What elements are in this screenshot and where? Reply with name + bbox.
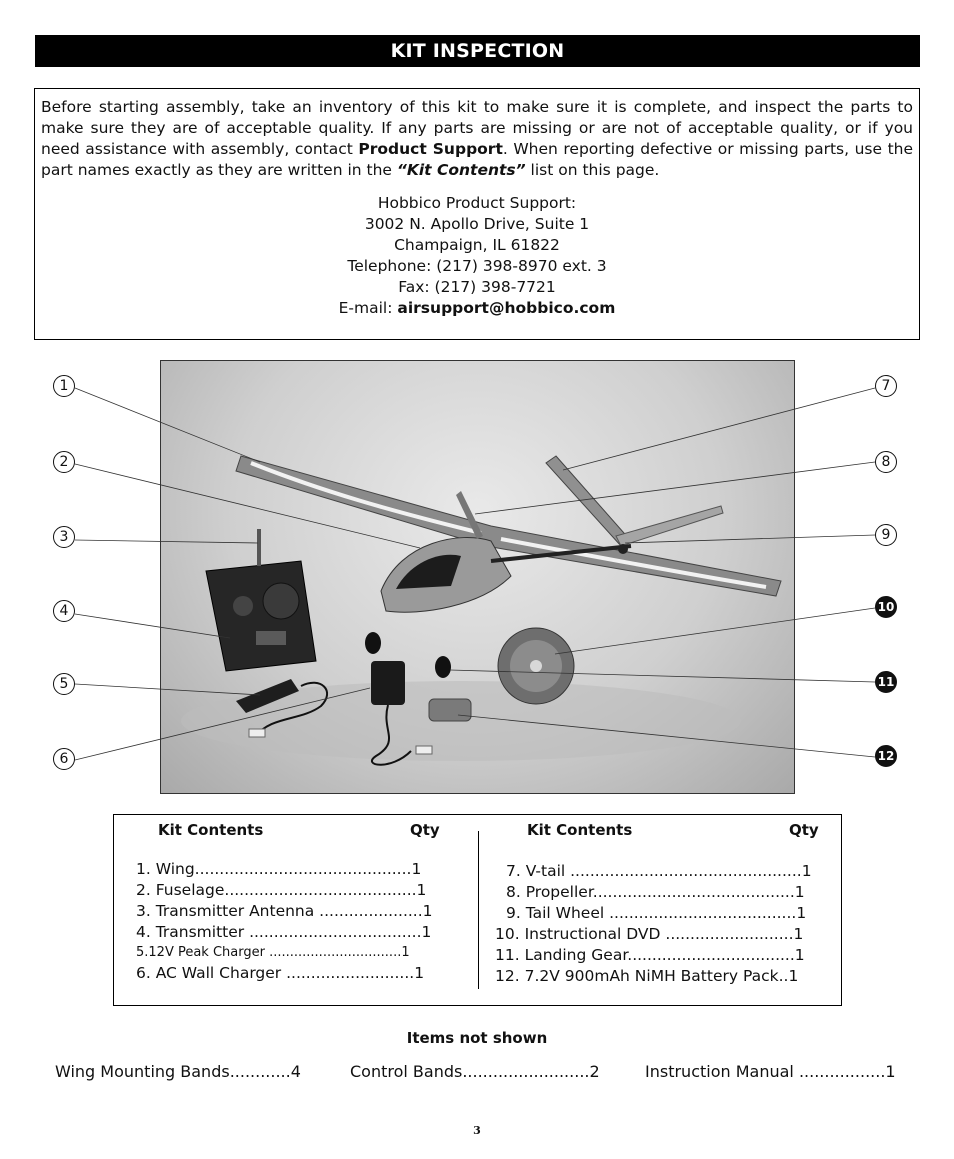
intro-text: . When reporting defective or missing parts, use the part names exactly as they are written in the [41, 140, 914, 179]
items-not-shown-title: Items not shown [406, 1029, 548, 1047]
callout-6: 6 [53, 748, 75, 770]
page-number: 3 [473, 1124, 481, 1137]
kit-contents-table [113, 814, 842, 1006]
kit-item: 3. Transmitter Antenna .....................1 [136, 902, 433, 920]
kit-item: 7. V-tail ...............................................1 [506, 862, 812, 880]
intro-paragraph [41, 97, 913, 181]
not-shown-item: Wing Mounting Bands............4 [55, 1062, 301, 1081]
airplane-illustration [161, 361, 794, 793]
kit-item: 11. Landing Gear..................................1 [495, 946, 805, 964]
callout-2: 2 [53, 451, 75, 473]
callout-11: 11 [875, 671, 897, 693]
kit-contents-ref: “Kit Contents” [396, 161, 526, 179]
qty-header: Qty [789, 821, 819, 839]
callout-3: 3 [53, 526, 75, 548]
address-line: Hobbico Product Support: [377, 194, 577, 212]
kit-item: 6. AC Wall Charger ..........................1 [136, 964, 425, 982]
kit-item: 12. 7.2V 900mAh NiMH Battery Pack..1 [495, 967, 799, 985]
qty-header: Qty [410, 821, 440, 839]
kit-contents-header: Kit Contents [158, 821, 264, 839]
callout-10: 10 [875, 596, 897, 618]
intro-text: list on this page. [525, 161, 660, 179]
kit-contents-header: Kit Contents [527, 821, 633, 839]
email-link[interactable]: airsupport@hobbico.com [397, 299, 616, 317]
address-line: Telephone: (217) 398-8970 ext. 3 [347, 257, 607, 275]
not-shown-item: Control Bands.........................2 [350, 1062, 600, 1081]
not-shown-item: Instruction Manual .................1 [645, 1062, 896, 1081]
intro-text: Before starting assembly, take an inventory of this kit to make sure it is complete, and inspect the parts to make sure they are of acceptable quality. If any parts are missing or are not of acceptable quality, or if you need assistance with assembly, contact [41, 98, 913, 158]
section-title: KIT INSPECTION [390, 40, 565, 62]
kit-item: 8. Propeller.........................................1 [506, 883, 805, 901]
email-line [41, 298, 913, 319]
kit-item: 5.12V Peak Charger ................................1 [136, 945, 410, 960]
column-divider [478, 831, 479, 989]
support-address [41, 193, 913, 319]
callout-9: 9 [875, 524, 897, 546]
kit-item: 9. Tail Wheel ......................................1 [506, 904, 807, 922]
email-label: E-mail: [338, 299, 398, 317]
callout-4: 4 [53, 600, 75, 622]
kit-item: 10. Instructional DVD ..........................1 [495, 925, 804, 943]
section-banner [35, 35, 920, 67]
address-line: 3002 N. Apollo Drive, Suite 1 [364, 215, 590, 233]
kit-item: 1. Wing............................................1 [136, 860, 422, 878]
product-support-label: Product Support [358, 140, 503, 158]
kit-item: 2. Fuselage.......................................1 [136, 881, 427, 899]
callout-12: 12 [875, 745, 897, 767]
callout-5: 5 [53, 673, 75, 695]
callout-1: 1 [53, 375, 75, 397]
address-line: Fax: (217) 398-7721 [398, 278, 556, 296]
kit-photo [160, 360, 795, 794]
callout-8: 8 [875, 451, 897, 473]
kit-item: 4. Transmitter ...................................1 [136, 923, 432, 941]
intro-box [34, 88, 920, 340]
callout-7: 7 [875, 375, 897, 397]
address-line: Champaign, IL 61822 [394, 236, 560, 254]
